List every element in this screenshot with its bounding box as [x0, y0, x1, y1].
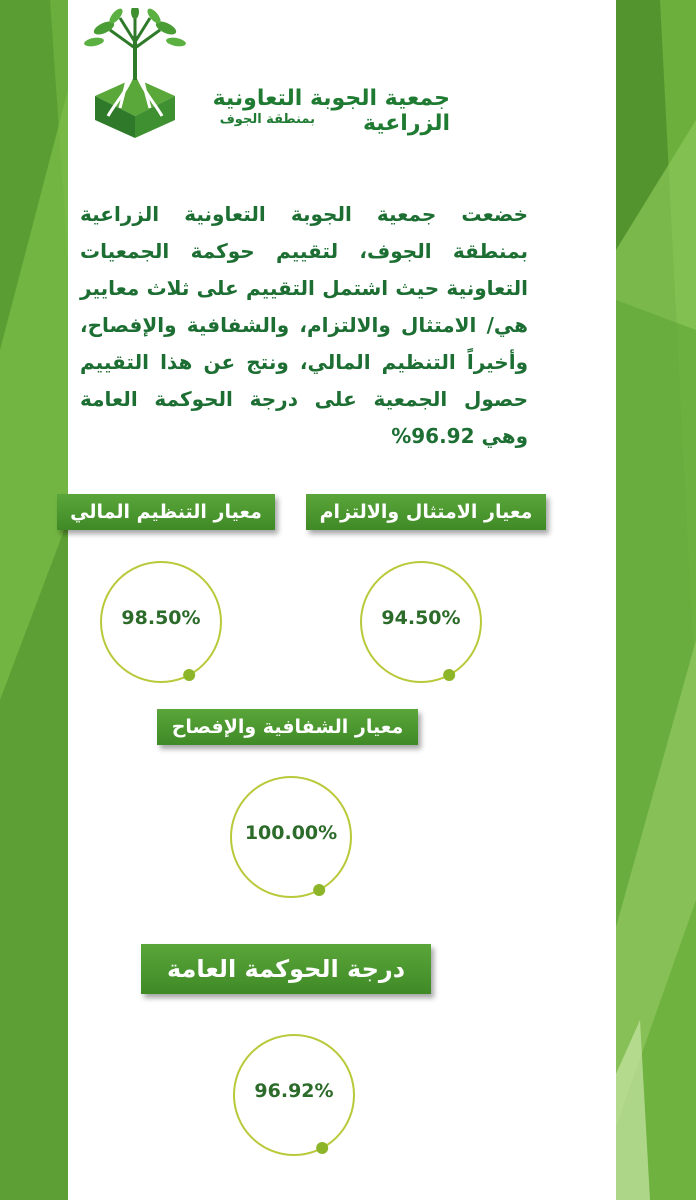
ring-end-dot: [443, 669, 455, 681]
ring-end-dot: [313, 884, 325, 896]
organization-name: جمعية الجوبة التعاونية الزراعية: [212, 86, 450, 136]
transparency-value: 100.00%: [244, 822, 338, 844]
compliance-value: 94.50%: [381, 607, 461, 629]
overall-value: 96.92%: [254, 1080, 334, 1102]
ring-end-dot: [316, 1142, 328, 1154]
transparency-label: معيار الشفافية والإفصاح: [157, 709, 418, 745]
overall-governance-label: درجة الحوكمة العامة: [141, 944, 431, 994]
compliance-label: معيار الامتثال والالتزام: [306, 494, 546, 530]
financial-label: معيار التنظيم المالي: [57, 494, 275, 530]
ring-end-dot: [183, 669, 195, 681]
intro-paragraph: خضعت جمعية الجوبة التعاونية الزراعية بمنطقة الجوف، لتقييم حوكمة الجمعيات التعاونية حيث اشتمل التقييم على ثلاث معايير هي/ الامتثال والالتزام، والشفافية والإفصاح، وأخيراً التنظيم المالي، ونتج عن هذا التقييم حصول الجمعية على درجة الحوكمة العامة وهي 96.92%: [80, 202, 528, 448]
financial-value: 98.50%: [121, 607, 201, 629]
organization-region: بمنطقة الجوف: [219, 112, 315, 127]
